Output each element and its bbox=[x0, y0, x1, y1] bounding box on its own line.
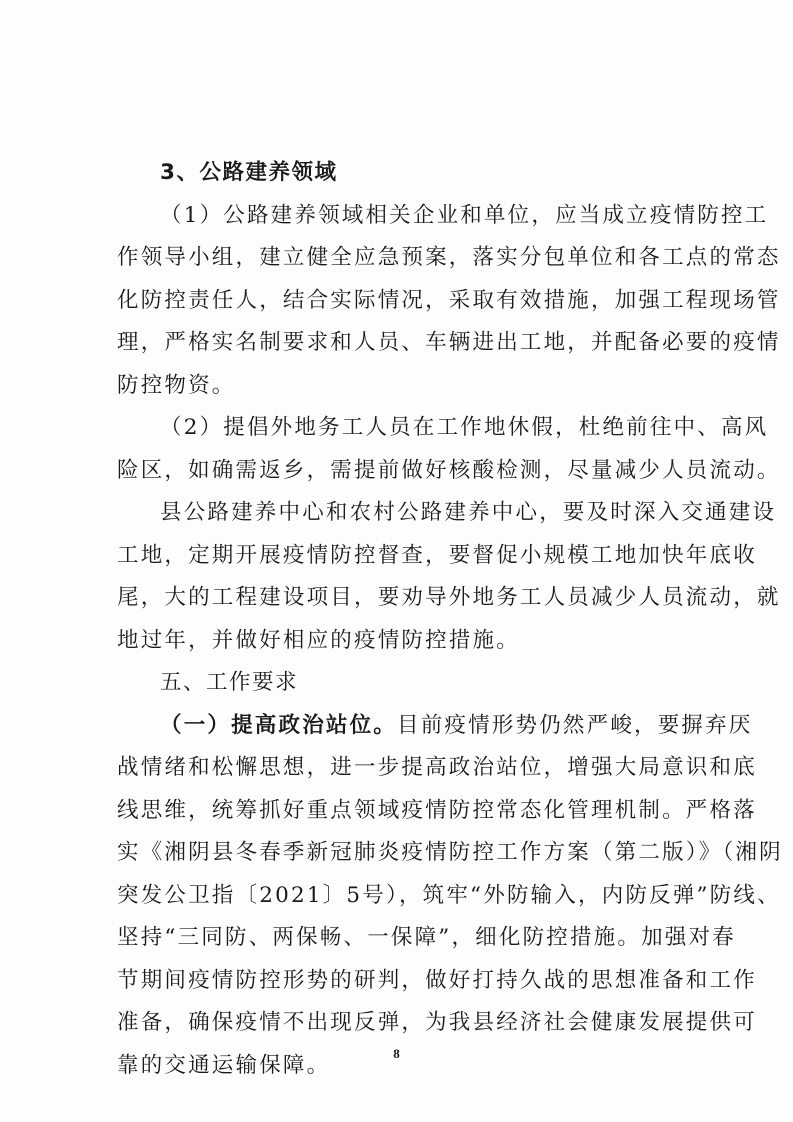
paragraph-line: 地过年，并做好相应的疫情防控措施。 bbox=[117, 627, 520, 653]
paragraph-line: 工地，定期开展疫情防控督查，要督促小规模工地加快年底收 bbox=[117, 542, 757, 568]
paragraph-line: 突发公卫指〔2021〕5号），筑牢“外防输入，内防反弹”防线、 bbox=[117, 882, 781, 908]
section-heading-highway: 3、公路建养领域 bbox=[160, 160, 338, 185]
section-heading-requirements: 五、工作要求 bbox=[160, 670, 299, 695]
subheading-political-stance: （一）提高政治站位。 bbox=[160, 712, 398, 738]
paragraph-line: 防控物资。 bbox=[117, 372, 236, 398]
paragraph-line: （1）公路建养领域相关企业和单位，应当成立疫情防控工 bbox=[160, 202, 769, 228]
paragraph-line: 理，严格实名制要求和人员、车辆进出工地，并配备必要的疫情 bbox=[117, 330, 781, 355]
paragraph-line: 靠的交通运输保障。 bbox=[117, 1052, 331, 1078]
page-number: 8 bbox=[393, 1046, 400, 1061]
paragraph-line: 作领导小组，建立健全应急预案，落实分包单位和各工点的常态 bbox=[117, 245, 781, 270]
paragraph-line: 县公路建养中心和农村公路建养中心，要及时深入交通建设 bbox=[160, 500, 777, 525]
paragraph-line: 节期间疫情防控形势的研判，做好打持久战的思想准备和工作 bbox=[117, 967, 757, 993]
paragraph-line: 战情绪和松懈思想，进一步提高政治站位，增强大局意识和底 bbox=[117, 755, 757, 780]
page-body bbox=[117, 152, 783, 1087]
paragraph-line: 坚持“三同防、两保畅、一保障”，细化防控措施。加强对春 bbox=[117, 925, 736, 950]
paragraph-line: 线思维，统筹抓好重点领域疫情防控常态化管理机制。严格落 bbox=[117, 797, 757, 823]
paragraph-line: 化防控责任人，结合实际情况，采取有效措施，加强工程现场管 bbox=[117, 287, 781, 313]
paragraph-text: 目前疫情形势仍然严峻，要摒弃厌 bbox=[397, 712, 753, 738]
paragraph-line: 准备，确保疫情不出现反弹，为我县经济社会健康发展提供可 bbox=[117, 1010, 757, 1035]
paragraph-line: 尾，大的工程建设项目，要劝导外地务工人员减少人员流动，就 bbox=[117, 585, 781, 610]
paragraph-line: 险区，如确需返乡，需提前做好核酸检测，尽量减少人员流动。 bbox=[117, 457, 781, 483]
paragraph-line: 实《湘阴县冬春季新冠肺炎疫情防控工作方案（第二版）》（湘阴 bbox=[117, 840, 783, 865]
paragraph-line-lead bbox=[117, 705, 753, 748]
paragraph-line: （2）提倡外地务工人员在工作地休假，杜绝前往中、高风 bbox=[160, 415, 769, 440]
